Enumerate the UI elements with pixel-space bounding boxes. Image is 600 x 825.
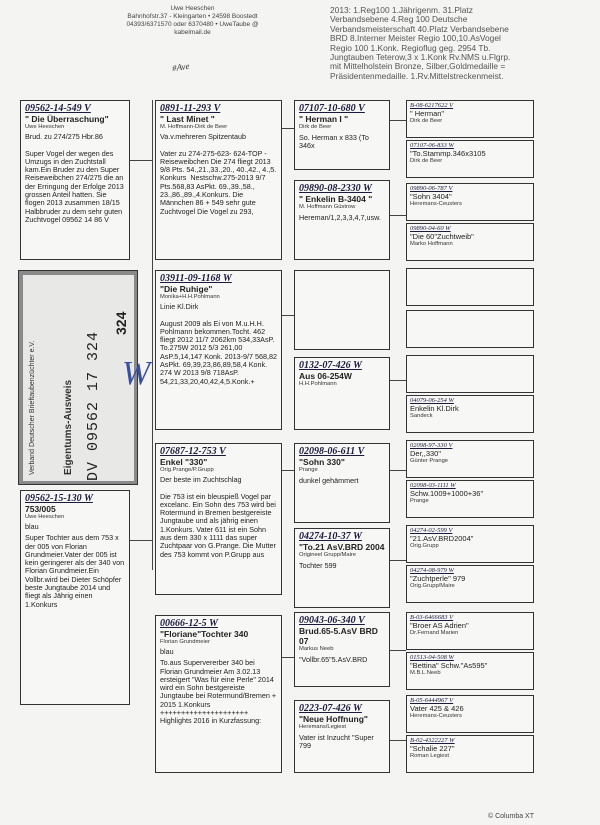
- pigeon-owner: Heremans-Ceusters: [410, 713, 462, 719]
- pigeon-name: Vater 425 & 426: [410, 704, 464, 713]
- pigeon-owner: Uwe Heeschen: [25, 514, 65, 520]
- pigeon-card-ancestor: [406, 525, 534, 563]
- pigeon-card-ancestor: [406, 695, 534, 733]
- pigeon-owner: Dirk de Beer: [410, 158, 443, 164]
- card-org: Verband Deutscher Brieftaubenzüchter e.V.: [29, 340, 36, 475]
- pigeon-description: "Vollbr.65"5.AsV.BRD: [299, 655, 368, 664]
- connector-line: [390, 215, 406, 216]
- pigeon-name: " Enkelin B-3404 ": [299, 194, 373, 204]
- card-inner: [23, 275, 134, 481]
- pigeon-name: " Herman I ": [299, 114, 349, 124]
- pigeon-card-empty: [406, 355, 534, 393]
- footer-copyright: © Columba XT: [488, 813, 535, 820]
- pigeon-owner: Prange: [410, 498, 429, 504]
- pigeon-owner: Heremans-Ceusters: [410, 201, 462, 207]
- ring-number: 09562-15-130 W: [25, 493, 93, 504]
- pigeon-name: Schw.1009+1000+36": [410, 489, 484, 498]
- pigeon-description: Vater ist Inzucht "Super 799: [299, 733, 376, 751]
- pigeon-name: " Herman": [410, 109, 445, 118]
- pen-mark: #Ave: [171, 60, 191, 74]
- pigeon-card-parent: [155, 615, 282, 773]
- pigeon-card-ancestor: [406, 612, 534, 650]
- pigeon-owner: Uwe Heeschen: [25, 124, 65, 130]
- pigeon-name: "Sohn 3404": [410, 192, 452, 201]
- connector-line: [390, 380, 406, 381]
- pigeon-card-parent: [155, 270, 282, 430]
- pigeon-card-parent: [155, 100, 282, 260]
- pigeon-description: Tochter 599: [299, 561, 337, 570]
- pigeon-card-grandparent: [294, 612, 390, 687]
- connector-line: [282, 315, 294, 316]
- pigeon-name: "Die Ruhige": [160, 284, 213, 294]
- connector-line: [390, 740, 406, 741]
- pigeon-name: "Neue Hoffnung": [299, 714, 368, 724]
- pigeon-card-parent: [155, 443, 282, 595]
- pigeon-name: "Bettina" Schw."As595": [410, 661, 488, 670]
- pigeon-description: Der beste im Zuchtschlag Die 753 ist ein bleuspieß Vogel par excelanc. Ein Sohn des 753 wird bei Rotermund in Bremen bestgereiste Jungtaube und als jährig einen 1.Konkurs. Vater 611 ist ein Sohn aus dem 330 x 1111 das super Zuchtpaar von G.Prange. Die Mutter des 753 kommt von P.Grupp aus: [160, 475, 276, 559]
- pigeon-name: "Broer AS Adrien": [410, 621, 469, 630]
- pigeon-card-ancestor: [406, 565, 534, 603]
- pigeon-owner: Orig.Grupp: [410, 543, 439, 549]
- ring-number: 04274-10-37 W: [299, 531, 362, 542]
- pigeon-description: Brud. zu 274/275 Hbr.86 Super Vogel der wegen des Umzugs in den Zuchtstall kam.Ein Bruder zu den Super Reiseweibchen 274/275 die an der Erringung der Erfolge 2013 grossen Anteil hatten. Sie flogen 2013 zusammen 18/15 Halbbruder zu dem sehr guten Zuchtvogel 09562 14 86 V: [25, 132, 124, 224]
- pigeon-name: "To.Stammp.346x3105: [410, 149, 486, 158]
- card-number: 324: [113, 311, 129, 335]
- ring-number: 0223-07-426 W: [299, 703, 362, 714]
- pigeon-card-ancestor: [406, 395, 534, 433]
- pigeon-card-grandparent: [294, 528, 390, 608]
- pigeon-owner: M. Hoffmann-Dirk de Beer: [160, 124, 228, 130]
- connector-line: [130, 540, 152, 541]
- connector-line: [390, 560, 406, 561]
- pigeon-owner: Heremans/Legiest: [299, 724, 347, 730]
- pigeon-card-ancestor: [406, 140, 534, 178]
- ring-number: 00666-12-5 W: [160, 618, 218, 629]
- pigeon-name: "Sohn 330": [299, 457, 345, 467]
- pigeon-description: So. Herman x 833 (To 346x: [299, 133, 371, 151]
- pigeon-description: Hereman/1,2,3,3,4,7,usw.: [299, 213, 381, 222]
- ring-number: 07107-06-833 W: [410, 142, 454, 149]
- pigeon-card-empty: [294, 270, 390, 350]
- pigeon-owner: Dirk de Beer: [299, 124, 332, 130]
- pigeon-name: " Die Überraschung": [25, 114, 109, 124]
- pigeon-owner: Monika+H.H.Pohlmann: [160, 294, 220, 300]
- ring-number: 09890-04-60 W: [410, 225, 451, 232]
- pigeon-card-ancestor: [406, 440, 534, 478]
- ring-number: B-03-6466683 V: [410, 614, 454, 621]
- pigeon-owner: Dr.Fernand Marien: [410, 630, 459, 636]
- pigeon-card-empty: [406, 310, 534, 348]
- ring-number: 0132-07-426 W: [299, 360, 362, 371]
- pigeon-card-grandparent: [294, 180, 390, 260]
- ring-number: 0891-11-293 V: [160, 103, 221, 114]
- pigeon-owner: Orig.Grupp/Maire: [410, 583, 455, 589]
- pigeon-name: Enkel "330": [160, 457, 208, 467]
- ring-number: 03911-09-1168 W: [160, 273, 232, 284]
- pigeon-card-grandparent: [294, 700, 390, 773]
- pigeon-name: Der,,330": [410, 449, 442, 458]
- card-ring: DV 09562 17 324: [85, 330, 102, 481]
- pigeon-owner: Marko Hoffmann: [410, 241, 453, 247]
- breeder-name: Uwe Heeschen: [170, 5, 215, 12]
- stamp-mark: W: [122, 355, 151, 392]
- pigeon-color: blau: [25, 522, 39, 531]
- pigeon-card-empty: [406, 268, 534, 306]
- pigeon-owner: Prange: [299, 467, 318, 473]
- pigeon-owner: M. Hoffmann Güstrow: [299, 204, 356, 210]
- pigeon-description: Super Tochter aus dem 753 x der 005 von Florian Grundmeier.Vater der 005 ist kein geringerer als der 340 von Florian Grundmeier.Ein Vollbr.wird bei Dieter Schöpfer beste Jungtaube 2014 und fliegt als Jährig einen 1.Konkurs: [25, 533, 127, 609]
- pigeon-owner: Dirk de Beer: [410, 118, 443, 124]
- pigeon-owner: Origineel Grupp/Maire: [299, 552, 357, 558]
- ring-number: 02098-97-330 V: [410, 442, 453, 449]
- ring-number: 09890-06-787 V: [410, 185, 453, 192]
- pigeon-owner: Sandeck: [410, 413, 433, 419]
- pigeon-description: dunkel gehämmert: [299, 476, 359, 485]
- pigeon-card-main: [20, 490, 130, 705]
- achievements-text: 2013: 1.Reg100 1.Jährigenm. 31.Platz Verbandsebene 4.Reg 100 Deutsche Verbandsmeisterschaft 40.Platz Verbandsebene BRD 8.Interner Meister Regio 100,10.AsVogel Regio 100 1.Konk. Regioflug geg. 2954 Tb. Jungtauben Teterow,3 x 1.Konk Rv.NMS u.Flgrp. mit Mittelholstein Bronze, Silber,Goldmedaille = Präsidentenmedaille. 1.Rv.Mittelstreckenmeist.: [330, 5, 511, 81]
- pigeon-card-ancestor: [406, 652, 534, 690]
- ring-number: B-05-6444967 V: [410, 697, 454, 704]
- connector-line: [390, 470, 406, 471]
- pigeon-owner: Florian Grundmeier: [160, 639, 210, 645]
- pigeon-owner: Markus Neeb: [299, 646, 334, 652]
- breeder-address: [115, 5, 270, 37]
- ring-number: 07687-12-753 V: [160, 446, 226, 457]
- ring-number: 04079-06-254 W: [410, 397, 454, 404]
- ring-number: 02098-06-611 V: [299, 446, 365, 457]
- ring-number: 04274-02-599 V: [410, 527, 453, 534]
- ring-number: 09562-14-549 V: [25, 103, 91, 114]
- pigeon-name: " Last Minet ": [160, 114, 215, 124]
- pigeon-name: Enkelin Kl.Dirk: [410, 404, 459, 413]
- ownership-card: [18, 270, 138, 485]
- ring-number: 04274-08-979 W: [410, 567, 454, 574]
- pigeon-name: Aus 06-254W: [299, 371, 352, 381]
- pigeon-card-ancestor: [406, 735, 534, 773]
- connector-line: [282, 128, 294, 129]
- pigeon-card-ancestor: [406, 183, 534, 221]
- card-label: Eigentums-Ausweis: [63, 379, 74, 475]
- pigeon-name: "To.21 AsV.BRD 2004: [299, 542, 385, 552]
- ring-number: 09890-08-2330 W: [299, 183, 372, 194]
- connector-line: [390, 120, 406, 121]
- pigeon-owner: Günter Prange: [410, 458, 449, 464]
- ring-number: 01513-04-508 W: [410, 654, 454, 661]
- ring-number: 02098-03-1111 W: [410, 482, 456, 489]
- pigeon-color: blau: [160, 647, 174, 656]
- pigeon-card-grandparent: [294, 443, 390, 523]
- pigeon-card-ancestor: [406, 100, 534, 138]
- pigeon-description: Va.v.mehreren Spitzentaub Vater zu 274-275-623- 624-TOP - Reiseweibchen Die 274 fliegt 2013 9/8 Pts. 54.,21.,33.,20., 40.,42., 4.,5. Konkurs Nestschw.275-2013 9/7 Pts.568,83 AsPkt. 69.,39.,58., 23.,86.,89.,4.Konkurs. Die Männchen 86 + 549 sehr gute Zuchtvogel Die Vogel zu 293,: [160, 132, 277, 216]
- pigeon-owner: Roman Legiest: [410, 753, 449, 759]
- connector-line: [130, 160, 152, 161]
- pigeon-name: "Floriane"Tochter 340: [160, 629, 249, 639]
- connector-line: [282, 470, 294, 471]
- pigeon-owner: Orig.Prange/P.Grupp: [160, 467, 214, 473]
- pigeon-name: "21.AsV.BRD2004": [410, 534, 474, 543]
- ring-number: B-08-6217622 V: [410, 102, 454, 109]
- pigeon-card-grandparent: [294, 357, 390, 430]
- pigeon-card-ancestor: [406, 223, 534, 261]
- pigeon-description: Linie Kl.Dirk August 2009 als Ei von M.u.H.H. Pohlmann bekommen.Tocht. 462 fliegt 2012 11/7 2062km 534,33AsP. To.275W 2012 5/3 261,00 AsP.5,14,147 Konk. 2013-9/7 568,82 AsPkt. 69,39,23,86,89,58,4 Konk. 274 W 2013 9/8 718AsP. 54,21,33,20,40,42,4,5.Konk.+: [160, 302, 277, 386]
- pigeon-name: "Zuchtperle" 979: [410, 574, 466, 583]
- pigeon-name: "Schalie 227": [410, 744, 455, 753]
- pigeon-name: Brud.65-5.AsV BRD 07: [299, 626, 378, 646]
- pigeon-description: To.aus Supervererber 340 bei Florian Grundmeier Am 3.02.13 ersteigert "Was für eine Perle" 2014 wird ein Sohn bestgereiste Jungtaube bei Rotermund/Bremen + 2015 1.Konkurs +++++++++++++++++++++ Highlights 2016 in Kurzfassung:: [160, 658, 277, 726]
- ring-number: B-02-4322227 W: [410, 737, 455, 744]
- connector-line: [390, 650, 406, 651]
- pigeon-card-ancestor: [406, 480, 534, 518]
- connector-line: [282, 657, 294, 658]
- ring-number: 07107-10-680 V: [299, 103, 365, 114]
- pigeon-parents: 753/005: [25, 504, 56, 514]
- ring-number: 09043-06-340 V: [299, 615, 365, 626]
- pigeon-name: "Die 60"Zuchtweib": [410, 232, 474, 241]
- pigeon-owner: H.H.Pohlmann: [299, 381, 337, 387]
- breeder-street: Bahnhofstr.37 - Kleingarten • 24598 Boostedt: [127, 13, 258, 20]
- connector-line: [152, 100, 153, 570]
- breeder-contact: 04393/6371570 oder 6370480 • UweTaube @ kabelmail.de: [126, 21, 259, 36]
- pigeon-card-grandparent: [294, 100, 390, 170]
- pigeon-owner: M.B.L.Neeb: [410, 670, 441, 676]
- pigeon-card-main: [20, 100, 130, 260]
